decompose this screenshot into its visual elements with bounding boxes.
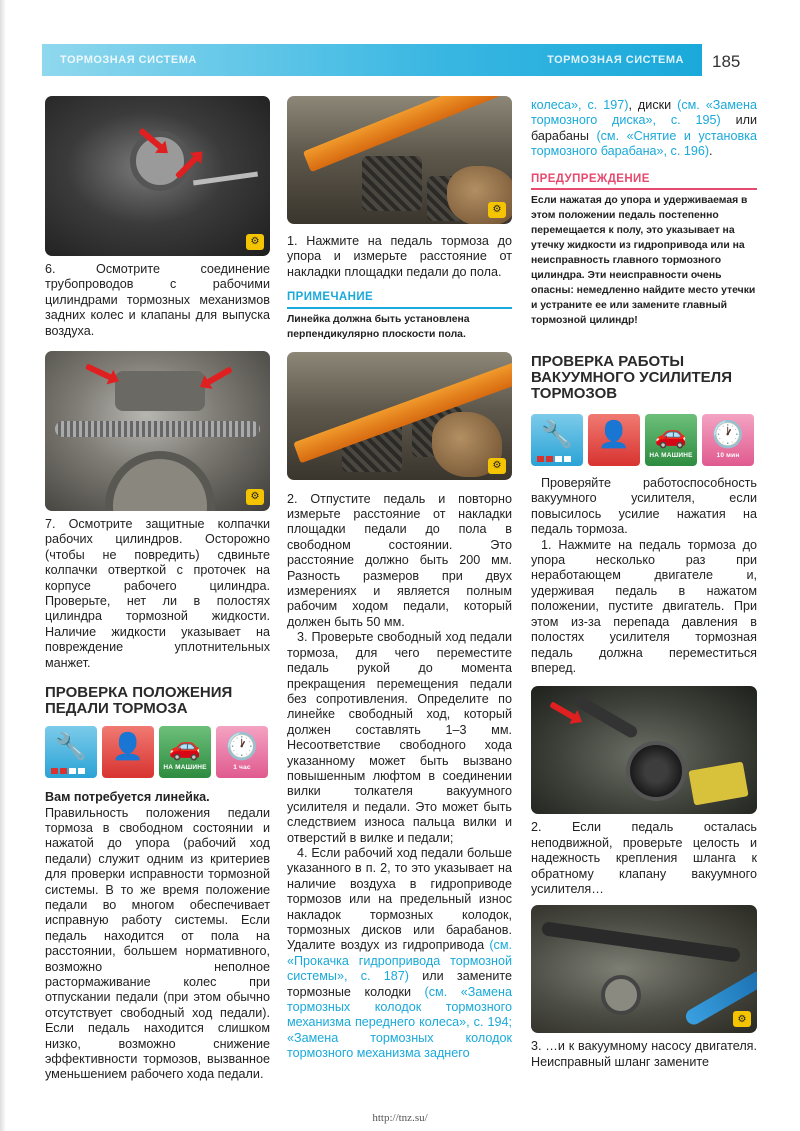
section-heading-vacuum-booster: ПРОВЕРКА РАБОТЫ ВАКУУМНОГО УСИЛИТЕЛЯ ТОРМОЗОВ <box>531 353 732 403</box>
difficulty-wrench-icon: 🔧 <box>45 726 97 778</box>
header-section-right: ТОРМОЗНАЯ СИСТЕМА <box>547 54 684 66</box>
clock-icon: 🕐 10 мин <box>702 414 754 466</box>
step-4-text: 4. Если рабочий ход педали больше указанного в п. 2, то это указывает на наличие воздуха в гидроприводе тормозов или на предельный износ накладок тормозных колодок, тормозных дисков или барабанов. Удалите воздух из гидропривода (см. «Прокачка гидропривода тормозной системы», с. 187) или замените тормозные колодки (см. «Замена тормозных колодок тормозного механизма переднего колеса», с. 194; «Замена тормозных колодок тормозного механизма заднего <box>287 845 512 1061</box>
column-2 <box>287 96 512 1062</box>
person-icon: 👤 <box>588 414 640 466</box>
note-box <box>287 290 512 341</box>
footer-url: http://tnz.su/ <box>372 1112 428 1124</box>
photo-pedal-pressed-ruler <box>287 96 512 224</box>
vacuum-step-2: 2. Если педаль осталась неподвижной, проверьте целость и надежность крепления шланга к обратному клапану вакуумного усилителя… <box>531 820 757 896</box>
car-icon: 🚗 НА МАШИНЕ <box>159 726 211 778</box>
vacuum-step-1: 1. Нажмите на педаль тормоза до упора несколько раз при неработающем двигателе и, удерживая педаль в нажатом положении, пустите двигатель. При этом из-за перепада давления в полостях усилителя тормозная педаль должна переместиться вперед. <box>531 537 757 675</box>
warning-heading: ПРЕДУПРЕЖДЕНИЕ <box>531 172 757 190</box>
book-spine <box>0 0 6 1131</box>
caption-step-6: 6. Осмотрите соединение трубопроводов с рабочими цилиндрами тормозных механизмов задних колес и клапаны для выпуска воздуха. <box>45 262 270 338</box>
link-bleeding[interactable]: (см. «Прокачка гидропривода тормозной системы», с. 187) <box>287 938 512 984</box>
link-pads-replacement[interactable]: (см. «Замена тормозных колодок тормозного механизма переднего колеса», с. 194; «Замена тормозных колодок тормозного механизма заднего <box>287 984 512 1061</box>
photo-drum-brake-pipes <box>45 96 270 256</box>
page-number: 185 <box>712 52 741 71</box>
link-rear-pads[interactable]: колеса», с. 197) <box>531 98 629 112</box>
section-heading-pedal-position: ПРОВЕРКА ПОЛОЖЕНИЯ ПЕДАЛИ ТОРМОЗА <box>45 684 233 718</box>
header-section-left: ТОРМОЗНАЯ СИСТЕМА <box>60 54 197 66</box>
info-icons-row <box>45 726 270 778</box>
red-arrow-icon <box>205 366 232 385</box>
car-icon: 🚗 НА МАШИНЕ <box>645 414 697 466</box>
car-badge-icon: ⚙ <box>488 458 506 474</box>
caption-step-7: 7. Осмотрите защитные колпачки рабочих цилиндров. Осторожно (чтобы не повредить) сдвиньте колпачки отверткой с проточек на корпусе рабочего цилиндра. Проверьте, нет ли в полостях цилиндра тормозной жидкости. Наличие жидкости указывает на повреждение уплотнительных манжет. <box>45 517 270 670</box>
column-3 <box>531 98 757 1070</box>
photo-wheel-cylinder <box>45 351 270 511</box>
link-disc-replacement[interactable]: (см. «Замена тормозного диска», с. 195) <box>531 98 757 128</box>
warning-box <box>531 172 757 328</box>
warning-body: Если нажатая до упора и удерживаемая в этом положении педаль постепенно перемещается к полу, это указывает на утечку жидкости из гидропривода или на неисправность главного тормозного цилиндра. Эти неисправности очень опасны: немедленно найдите место утечки и устраните ее или замените главный тормозной цилиндр! <box>531 195 756 327</box>
step-3-text: 3. Проверьте свободный ход педали тормоза, для чего переместите педаль рукой до момента прекращения перемещения педали без сопротивления. Определите по линейке свободный ход, который должен составлять 1–3 мм. Несоответствие свободного хода указанному может быть вызвано повышенным люфтом в соединении вилки толкателя вакуумного усилителя и педали. Это может быть следствием износа пальца вилки и отверстий в вилке и педали; <box>287 630 512 845</box>
pedal-position-body: Правильность положения педали тормоза в свободном состоянии и нажатой до упора (рабочий ход педали) служит одним из критериев для проверки исправности тормозной системы. В то же время положение педали во многом обеспечивает исправную работу системы. Если педаль находится от пола на расстоянии, большем нормативного, возможно неполное растормаживание колес при отпускании педали (при этом обычно отсутствует свободный ход педали). Если педаль находится слишком низко, возможно снижение эффективности тормозов, вызванное уменьшением рабочего хода педали. <box>45 805 270 1082</box>
tools-needed: Вам потребуется линейка. <box>45 790 210 805</box>
step-1-text: 1. Нажмите на педаль тормоза до упора и измерьте расстояние от накладки площадки педали до пола. <box>287 234 512 279</box>
column-1 <box>45 96 270 1083</box>
photo-vacuum-hose-valve <box>531 686 757 814</box>
car-badge-icon: ⚙ <box>488 202 506 218</box>
note-heading: ПРИМЕЧАНИЕ <box>287 290 512 308</box>
clock-icon: 🕐 1 час <box>216 726 268 778</box>
car-badge-icon: ⚙ <box>246 234 264 250</box>
continued-text: колеса», с. 197), диски (см. «Замена тормозного диска», с. 195) или барабаны (см. «Снятие и установка тормозного барабана», с. 196). <box>531 98 757 159</box>
note-body: Линейка должна быть установлена перпендикулярно плоскости пола. <box>287 313 470 340</box>
info-icons-row-2 <box>531 414 757 466</box>
car-badge-icon: ⚙ <box>246 489 264 505</box>
red-arrow-icon <box>549 702 576 721</box>
difficulty-wrench-icon: 🔧 <box>531 414 583 466</box>
step-2-text: 2. Отпустите педаль и повторно измерьте расстояние от накладки площадки педали до пола в свободном состоянии. Это расстояние должно быть 200 мм. Разность размеров при двух измерениях и является полным рабочим ходом педали, который должен быть 50 мм. <box>287 491 512 629</box>
vacuum-intro: Проверяйте работоспособность вакуумного усилителя, если повысилось усилие нажатия на педаль тормоза. <box>531 476 757 537</box>
person-icon: 👤 <box>102 726 154 778</box>
photo-pedal-free-ruler <box>287 352 512 480</box>
vacuum-step-3: 3. …и к вакуумному насосу двигателя. Неисправный шланг замените <box>531 1039 757 1069</box>
pedal-pad <box>362 156 422 211</box>
red-arrow-icon <box>85 363 113 380</box>
car-badge-icon: ⚙ <box>733 1011 751 1027</box>
link-drum-removal[interactable]: (см. «Снятие и установка тормозного барабана», с. 196) <box>531 128 757 159</box>
page-header-bar <box>42 44 702 76</box>
photo-vacuum-pump-hose <box>531 905 757 1033</box>
